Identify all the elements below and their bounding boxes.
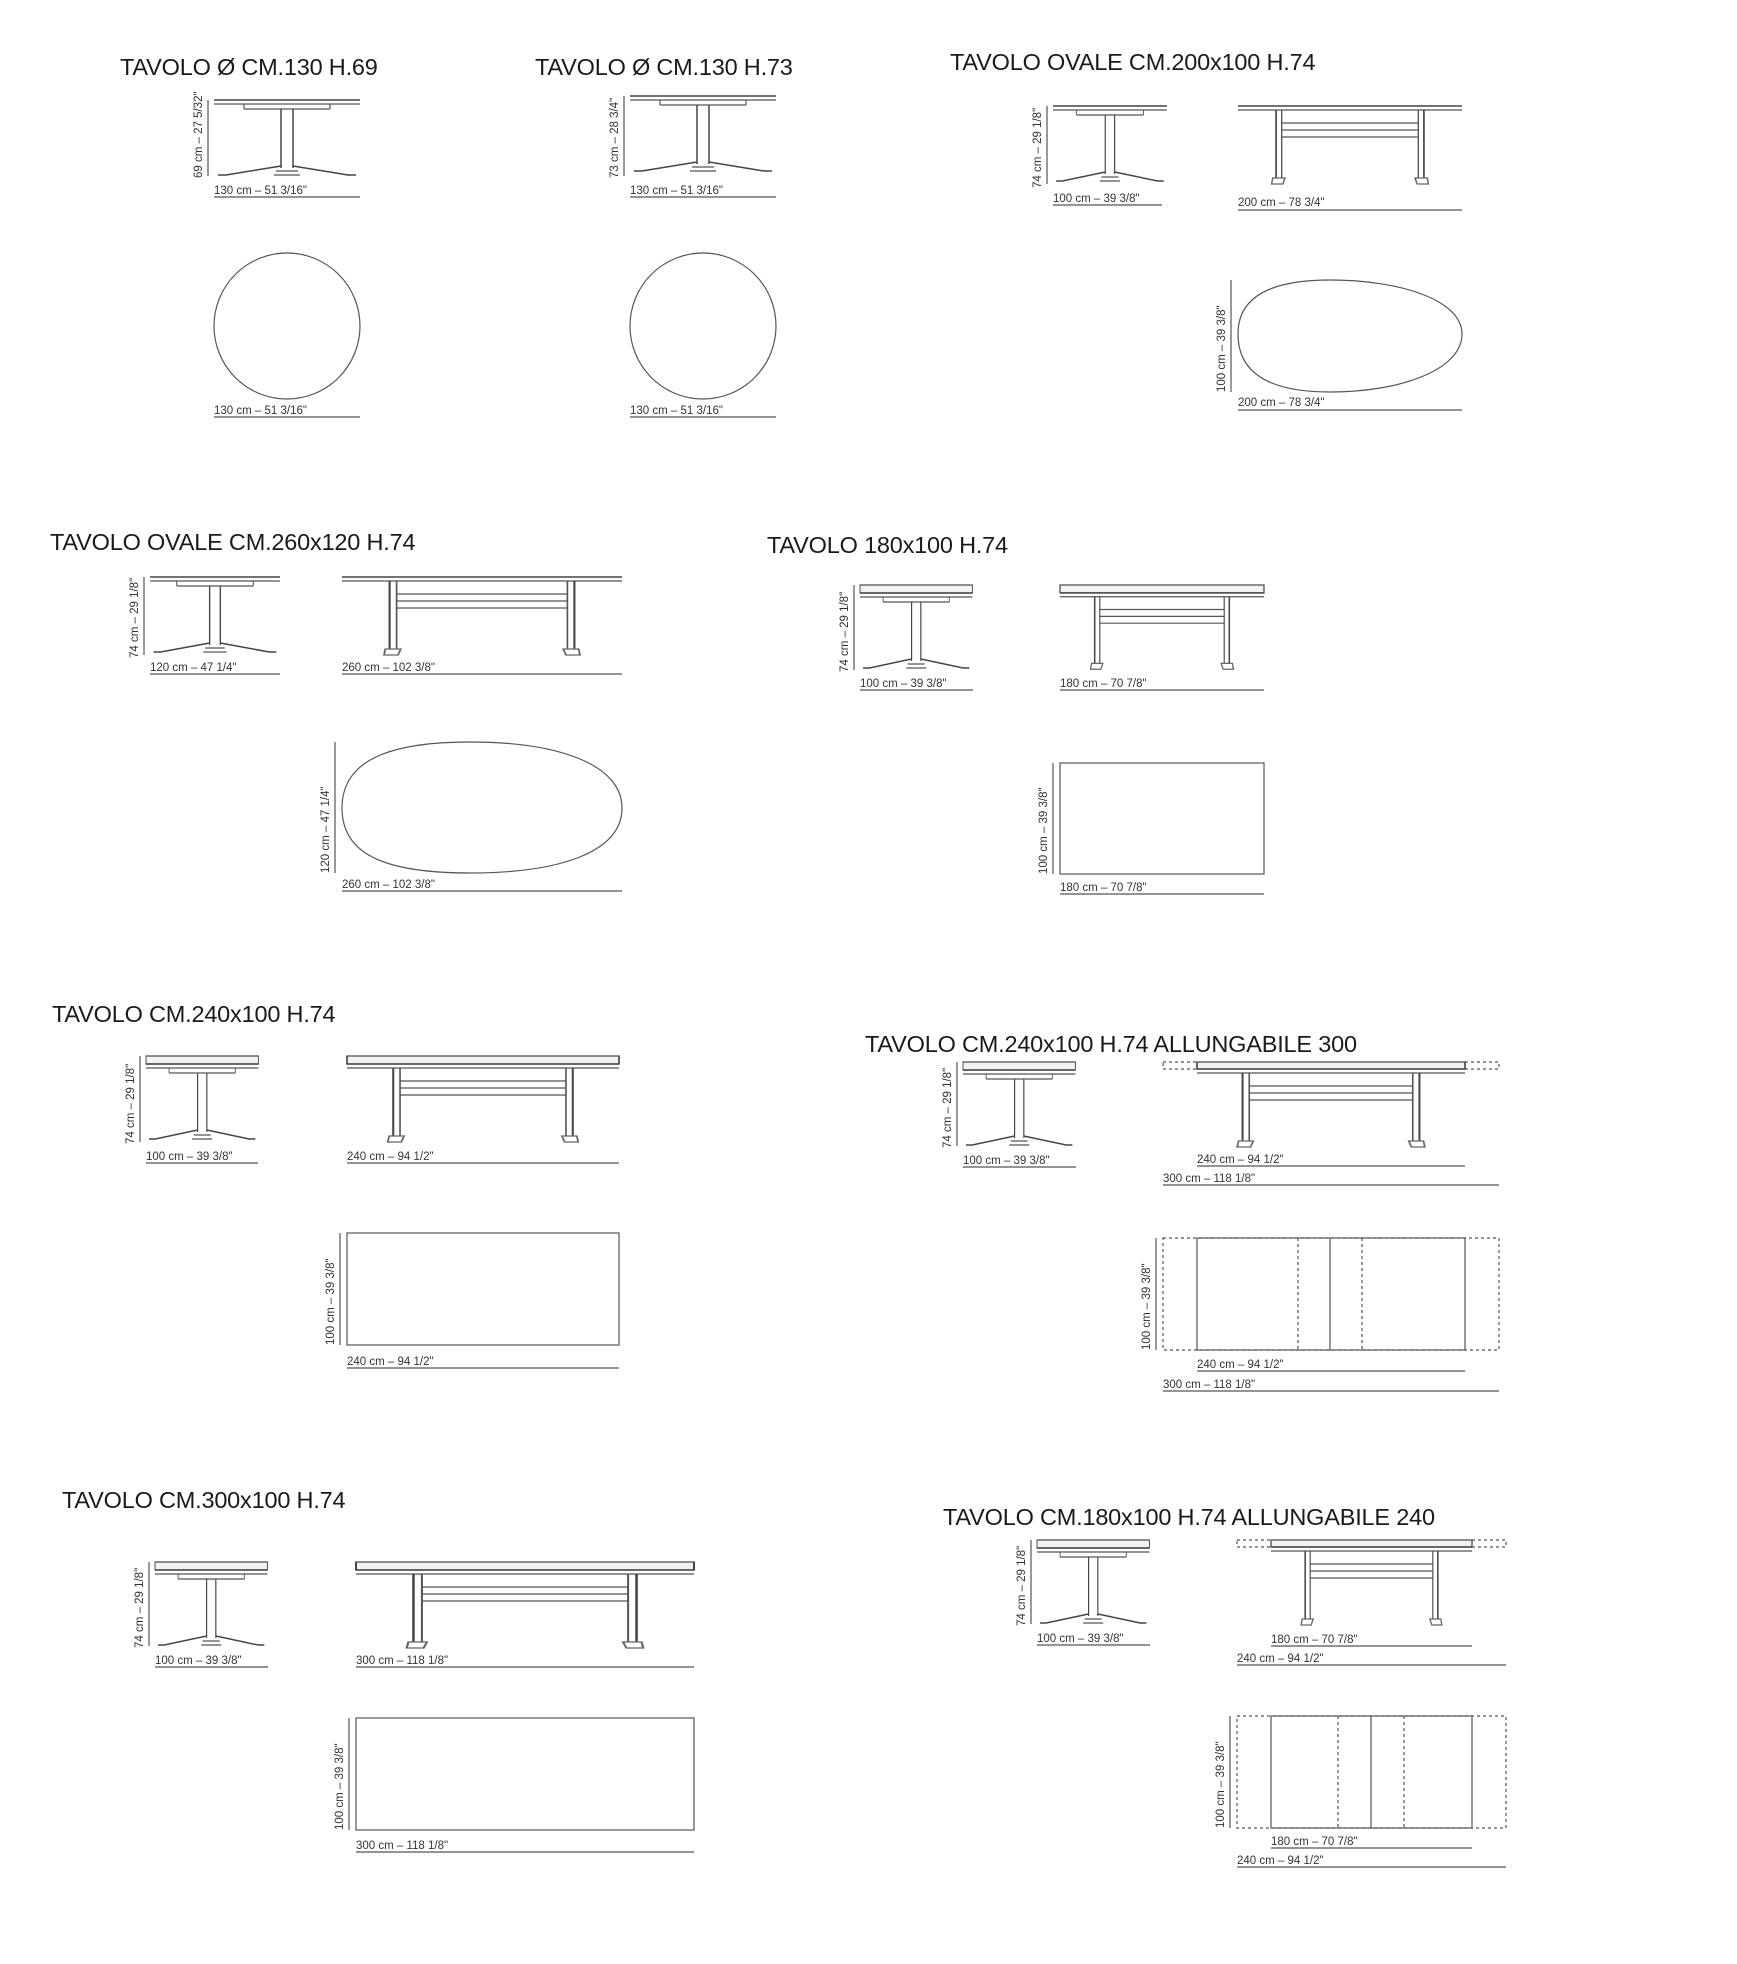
dim-diameter-130: 130 cm – 51 3/16" [214, 405, 307, 417]
dim-width-130: 130 cm – 51 3/16" [214, 185, 307, 197]
title-oval-260x120: TAVOLO OVALE CM.260x120 H.74 [50, 529, 416, 555]
dim-depth-100: 100 cm – 39 3/8" [325, 1258, 337, 1345]
dim-depth-100: 100 cm – 39 3/8" [146, 1151, 233, 1163]
top-view-rect-300x100 [356, 1718, 694, 1830]
dim-length-240: 240 cm – 94 1/2" [347, 1356, 434, 1368]
side-view-180-ext-long [1237, 1540, 1506, 1625]
dim-width-130: 130 cm – 51 3/16" [630, 185, 723, 197]
dim-height-74: 74 cm – 29 1/8" [1032, 107, 1044, 188]
side-view-300-short [155, 1562, 267, 1645]
dim-length-240: 240 cm – 94 1/2" [1237, 1855, 1324, 1867]
side-view-round-130-h73 [630, 96, 776, 171]
dim-depth-120: 120 cm – 47 1/4" [320, 786, 332, 873]
dim-depth-100: 100 cm – 39 3/8" [860, 678, 947, 690]
side-view-180-ext-short [1037, 1540, 1149, 1623]
top-view-rect-180x100 [1060, 763, 1264, 874]
dim-depth-100: 100 cm – 39 3/8" [963, 1155, 1050, 1167]
top-view-oval-260x120 [342, 742, 622, 873]
dim-length-180: 180 cm – 70 7/8" [1271, 1836, 1358, 1848]
dim-height-74: 74 cm – 29 1/8" [129, 577, 141, 658]
side-view-oval-200-short [1053, 106, 1167, 181]
dim-length-200: 200 cm – 78 3/4" [1238, 397, 1325, 409]
side-view-oval-260-short [150, 577, 280, 652]
dim-height-74: 74 cm – 29 1/8" [839, 591, 851, 672]
dim-length-180: 180 cm – 70 7/8" [1060, 882, 1147, 894]
dim-depth-100: 100 cm – 39 3/8" [1215, 1741, 1227, 1828]
title-rect-180x100-ext-240: TAVOLO CM.180x100 H.74 ALLUNGABILE 240 [943, 1504, 1435, 1530]
dim-length-200: 200 cm – 78 3/4" [1238, 197, 1325, 209]
dim-length-240: 240 cm – 94 1/2" [1237, 1653, 1324, 1665]
dim-depth-100: 100 cm – 39 3/8" [155, 1655, 242, 1667]
top-view-round-130-h69 [214, 253, 360, 399]
title-round-130-h69: TAVOLO Ø CM.130 H.69 [120, 54, 378, 80]
side-view-oval-200-long [1238, 106, 1462, 184]
dim-length-260: 260 cm – 102 3/8" [342, 879, 435, 891]
dim-height-74: 74 cm – 29 1/8" [942, 1067, 954, 1148]
side-view-180-short [860, 585, 972, 668]
top-view-oval-200x100 [1238, 280, 1462, 392]
title-rect-240x100-ext-300: TAVOLO CM.240x100 H.74 ALLUNGABILE 300 [865, 1031, 1357, 1057]
side-view-240-ext-long [1163, 1062, 1499, 1147]
dim-height-74: 74 cm – 29 1/8" [134, 1567, 146, 1648]
dim-length-240: 240 cm – 94 1/2" [1197, 1359, 1284, 1371]
dim-depth-100: 100 cm – 39 3/8" [1037, 1633, 1124, 1645]
dim-length-300: 300 cm – 118 1/8" [1163, 1379, 1256, 1391]
dim-length-300: 300 cm – 118 1/8" [1163, 1173, 1256, 1185]
dim-height-74: 74 cm – 29 1/8" [125, 1063, 137, 1144]
side-view-300-long [356, 1562, 694, 1648]
side-view-240-long [347, 1056, 619, 1142]
dim-depth-100: 100 cm – 39 3/8" [334, 1743, 346, 1830]
title-rect-180x100: TAVOLO 180x100 H.74 [767, 532, 1008, 558]
side-view-240-ext-short [963, 1062, 1075, 1145]
dim-length-240: 240 cm – 94 1/2" [1197, 1154, 1284, 1166]
title-rect-300x100: TAVOLO CM.300x100 H.74 [62, 1487, 346, 1513]
title-oval-200x100: TAVOLO OVALE CM.200x100 H.74 [950, 49, 1316, 75]
side-view-oval-260-long [342, 577, 622, 655]
title-round-130-h73: TAVOLO Ø CM.130 H.73 [535, 54, 793, 80]
top-view-round-130-h73 [630, 253, 776, 399]
dim-depth-100: 100 cm – 39 3/8" [1141, 1263, 1153, 1350]
dim-depth-100: 100 cm – 39 3/8" [1216, 305, 1228, 392]
dim-length-260: 260 cm – 102 3/8" [342, 662, 435, 674]
dim-height-74: 74 cm – 29 1/8" [1016, 1545, 1028, 1626]
side-view-180-long [1060, 585, 1264, 669]
title-rect-240x100: TAVOLO CM.240x100 H.74 [52, 1001, 336, 1027]
dim-length-240: 240 cm – 94 1/2" [347, 1151, 434, 1163]
dim-depth-100: 100 cm – 39 3/8" [1038, 787, 1050, 874]
dim-height-73: 73 cm – 28 3/4" [609, 97, 621, 178]
side-view-240-short [146, 1056, 258, 1139]
dim-depth-100: 100 cm – 39 3/8" [1053, 193, 1140, 205]
dim-length-180: 180 cm – 70 7/8" [1271, 1634, 1358, 1646]
dim-height-69: 69 cm – 27 5/32" [193, 91, 205, 178]
top-view-rect-240-ext-300 [1163, 1238, 1499, 1350]
top-view-rect-240x100 [347, 1233, 619, 1345]
dim-depth-120: 120 cm – 47 1/4" [150, 662, 237, 674]
side-view-round-130-h69 [214, 100, 360, 175]
top-view-rect-180-ext-240 [1237, 1716, 1506, 1828]
dim-length-180: 180 cm – 70 7/8" [1060, 678, 1147, 690]
dim-length-300: 300 cm – 118 1/8" [356, 1840, 449, 1852]
dim-length-300: 300 cm – 118 1/8" [356, 1655, 449, 1667]
dim-diameter-130: 130 cm – 51 3/16" [630, 405, 723, 417]
